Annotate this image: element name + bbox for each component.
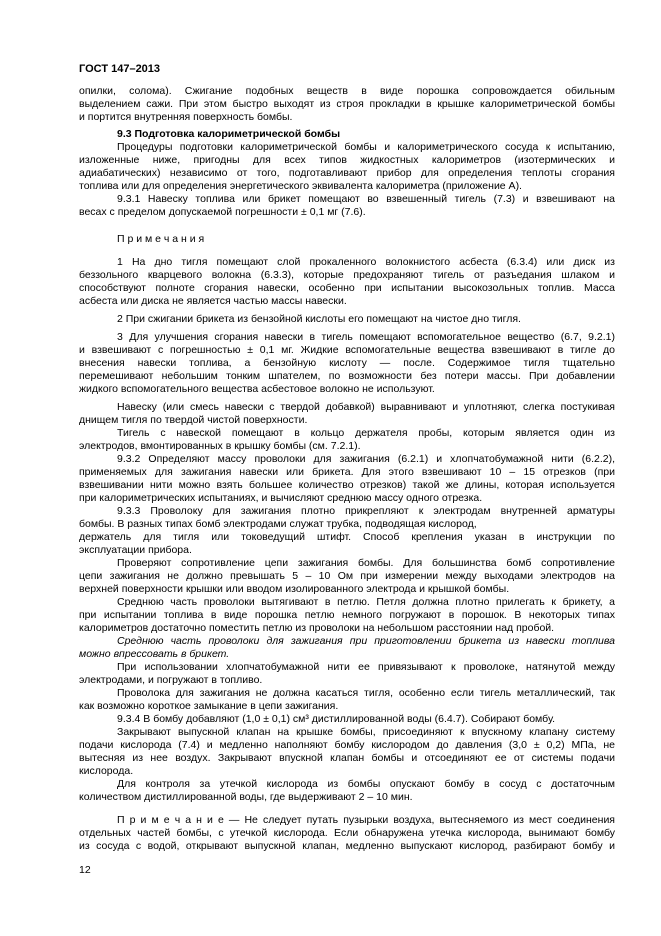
paragraph-leveling (79, 401, 615, 427)
text-line: при испытании топлива в виде порошка петлю немного погружают в порошок. В некоторых типах (79, 609, 615, 621)
text-line: Процедуры подготовки калориметрической бомбы и калориметрического сосуда к испытанию, (117, 141, 615, 153)
page-number: 12 (79, 864, 91, 876)
text-line: электродов, вмонтированных в крышку бомбы (см. 7.2.1). (79, 440, 361, 452)
text-line: топлива или для определения энергетического эквивалента калориметра (приложение А). (79, 180, 522, 192)
paragraph-intro-continuation (79, 85, 615, 124)
text-line: Закрывают выпускной клапан на крышке бомбы, присоединяют к впускному клапану систему (117, 726, 615, 738)
text-line: держатель для тигля или токоведущий штифт. Способ крепления указан в инструкции по (79, 531, 615, 543)
text-line: верхней поверхности крышки или вводом изолированного электрода и крышкой бомбы. (79, 583, 510, 595)
text-line: способствуют полноте сгорания навески, особенно при испытании высокозольных топлив. Масса (79, 282, 615, 294)
paragraph-9-3-1 (79, 193, 615, 219)
paragraph-9-3-2 (79, 453, 615, 505)
text-line: Среднюю часть проволоки вытягивают в петлю. Петля должна плотно прилегать к брикету, а (117, 596, 615, 608)
document-header-title: ГОСТ 147–2013 (79, 63, 161, 75)
paragraph-9-3-3-cont (79, 531, 615, 557)
paragraph-oxygen-fill (79, 726, 615, 778)
text-line: асбеста или диска не является частью массы навески. (79, 295, 347, 307)
text-line: и взвешивают с погрешностью ± 0,1 мг. Жидкие вспомогательные вещества взвешивают в тигле до (79, 344, 615, 356)
paragraph-wire-loop (79, 596, 615, 635)
text-line: П р и м е ч а н и е — Не следует путать пузырьки воздуха, вытесняемого из мест соединения (117, 814, 615, 826)
note-final (79, 814, 615, 853)
text-line: Среднюю часть проволоки для зажигания при приготовлении брикета из навески топлива (117, 635, 615, 647)
paragraph-procedures (79, 141, 615, 193)
paragraph-9-3-4 (79, 713, 615, 726)
paragraph-cotton-thread (79, 661, 615, 687)
text-line: 9.3.3 Проволоку для зажигания плотно прикрепляют к электродам внутренней арматуры (117, 505, 615, 517)
text-line: как возможно короткое замыкание в цепи зажигания. (79, 700, 339, 712)
text-line: При использовании хлопчатобумажной нити ее привязывают к проволоке, натянутой между (117, 661, 615, 673)
note-3 (79, 331, 615, 396)
note-2 (79, 313, 615, 326)
note-1 (79, 256, 615, 308)
text-line: 9.3.4 В бомбу добавляют (1,0 ± 0,1) см³ дистиллированной воды (6.4.7). Собирают бомбу. (117, 713, 556, 725)
text-line: количеством дистиллированной воды, где выдерживают 2 – 10 мин. (79, 791, 413, 803)
text-line: электродами, и погружают в топливо. (79, 674, 263, 686)
text-line: перемешивают небольшим тонким шпателем, по возможности без потери массы. При добавлении (79, 370, 615, 382)
text-line: Навеску (или смесь навески с твердой добавкой) выравнивают и уплотняют, слегка постукивая (117, 401, 615, 413)
text-line: Для контроля за утечкой кислорода из бомбы опускают бомбу в сосуд с достаточным (117, 778, 615, 790)
text-line: Проверяют сопротивление цепи зажигания бомбы. Для большинства бомб сопротивление (117, 557, 615, 569)
text-line: адиабатических) независимо от того, подготавливают прибор для определения теплоты сгорания (79, 167, 615, 179)
text-line: 9.3.1 Навеску топлива или брикет помещают во взвешенный тигель (7.3) и взвешивают на (117, 193, 615, 205)
text-line: взвешивании нити можно взять большее количество отрезков) такой же длины, которая используется (79, 479, 615, 491)
notes-heading (79, 233, 615, 246)
text-line: Проволока для зажигания не должна касаться тигля, особенно если тигель металлический, так (117, 687, 615, 699)
document-body (79, 85, 615, 853)
text-line: 1 На дно тигля помещают слой прокаленного волокнистого асбеста (6.3.4) или диск из (117, 256, 615, 268)
text-line: и портится внутренняя поверхность бомбы. (79, 111, 293, 123)
text-line: эксплуатации прибора. (79, 544, 192, 556)
text-line: 9.3.2 Определяют массу проволоки для зажигания (6.2.1) и хлопчатобумажной нити (6.2.2), (117, 453, 615, 465)
paragraph-leak-control (79, 778, 615, 804)
text-line: бомбы. В разных типах бомб электродами служат трубка, подводящая кислород, (79, 518, 477, 530)
section-heading-9-3 (79, 128, 615, 141)
text-line: 9.3 Подготовка калориметрической бомбы (117, 128, 341, 140)
text-line: можно впрессовать в брикет. (79, 648, 230, 660)
text-line: опилки, солома). Сжигание подобных веществ в виде порошка сопровождается обильным (79, 85, 615, 97)
text-line: применяемых для зажигания навески или брикета. Для этого взвешивают 10 – 15 отрезков (при (79, 466, 615, 478)
paragraph-italic-briquette (79, 635, 615, 661)
text-line: 2 При сжигании брикета из бензойной кислоты его помещают на чистое дно тигля. (117, 313, 521, 325)
paragraph-crucible-holder (79, 427, 615, 453)
paragraph-wire-contact (79, 687, 615, 713)
text-line: днищем тигля по твердой чистой поверхности. (79, 414, 308, 426)
text-line: Тигель с навеской помещают в кольцо держателя пробы, которым является один из (117, 427, 615, 439)
text-line: из сосуда с водой, открывают выпускной клапан, медленно выпускают кислород, разбирают бомбу и (79, 840, 615, 852)
text-line: выделением сажи. При этом быстро выходят из строя прокладки в крышке калориметрической бомбы (79, 98, 615, 110)
text-line: весах с пределом допускаемой погрешности ± 0,1 мг (7.6). (79, 206, 366, 218)
text-line: цепи зажигания не должно превышать 5 – 10 Ом при измерении между выходами электродов на (79, 570, 615, 582)
text-line: изложенные ниже, пригодны для всех типов жидкостных калориметров (изотермических и (79, 154, 615, 166)
text-line: отдельных частей бомбы, с утечкой кислорода. Если обнаружена утечка кислорода, вынимают бомбу (79, 827, 615, 839)
text-line: подачи кислорода (7.4) и медленно наполняют бомбу кислородом до давления (3,0 ± 0,2) МПа, не (79, 739, 615, 751)
text-line: 3 Для улучшения сгорания навески в тигель помещают вспомогательное вещество (6.7, 9.2.1) (117, 331, 615, 343)
paragraph-9-3-3 (79, 505, 615, 531)
paragraph-resistance-check (79, 557, 615, 596)
text-line: внесения навески топлива, а бензойную кислоту — после. Содержимое тигля тщательно (79, 357, 615, 369)
text-line: калориметров достаточно поместить петлю из проволоки на небольшом расстоянии над пробой. (79, 622, 555, 634)
text-line: кислорода. (79, 765, 134, 777)
text-line: вытесняя из нее воздух. Закрывают впускной клапан бомбы и отсоединяют ее от системы подачи (79, 752, 615, 764)
text-line: П р и м е ч а н и я (117, 233, 205, 245)
text-line: жидкого вспомогательного вещества асбестовое волокно не используют. (79, 383, 435, 395)
text-line: беззольного кварцевого волокна (6.3.3), которые предохраняют тигель от разъедания шлаком и (79, 269, 615, 281)
text-line: при калориметрических испытаниях, и вычисляют среднюю массу одного отрезка. (79, 492, 483, 504)
